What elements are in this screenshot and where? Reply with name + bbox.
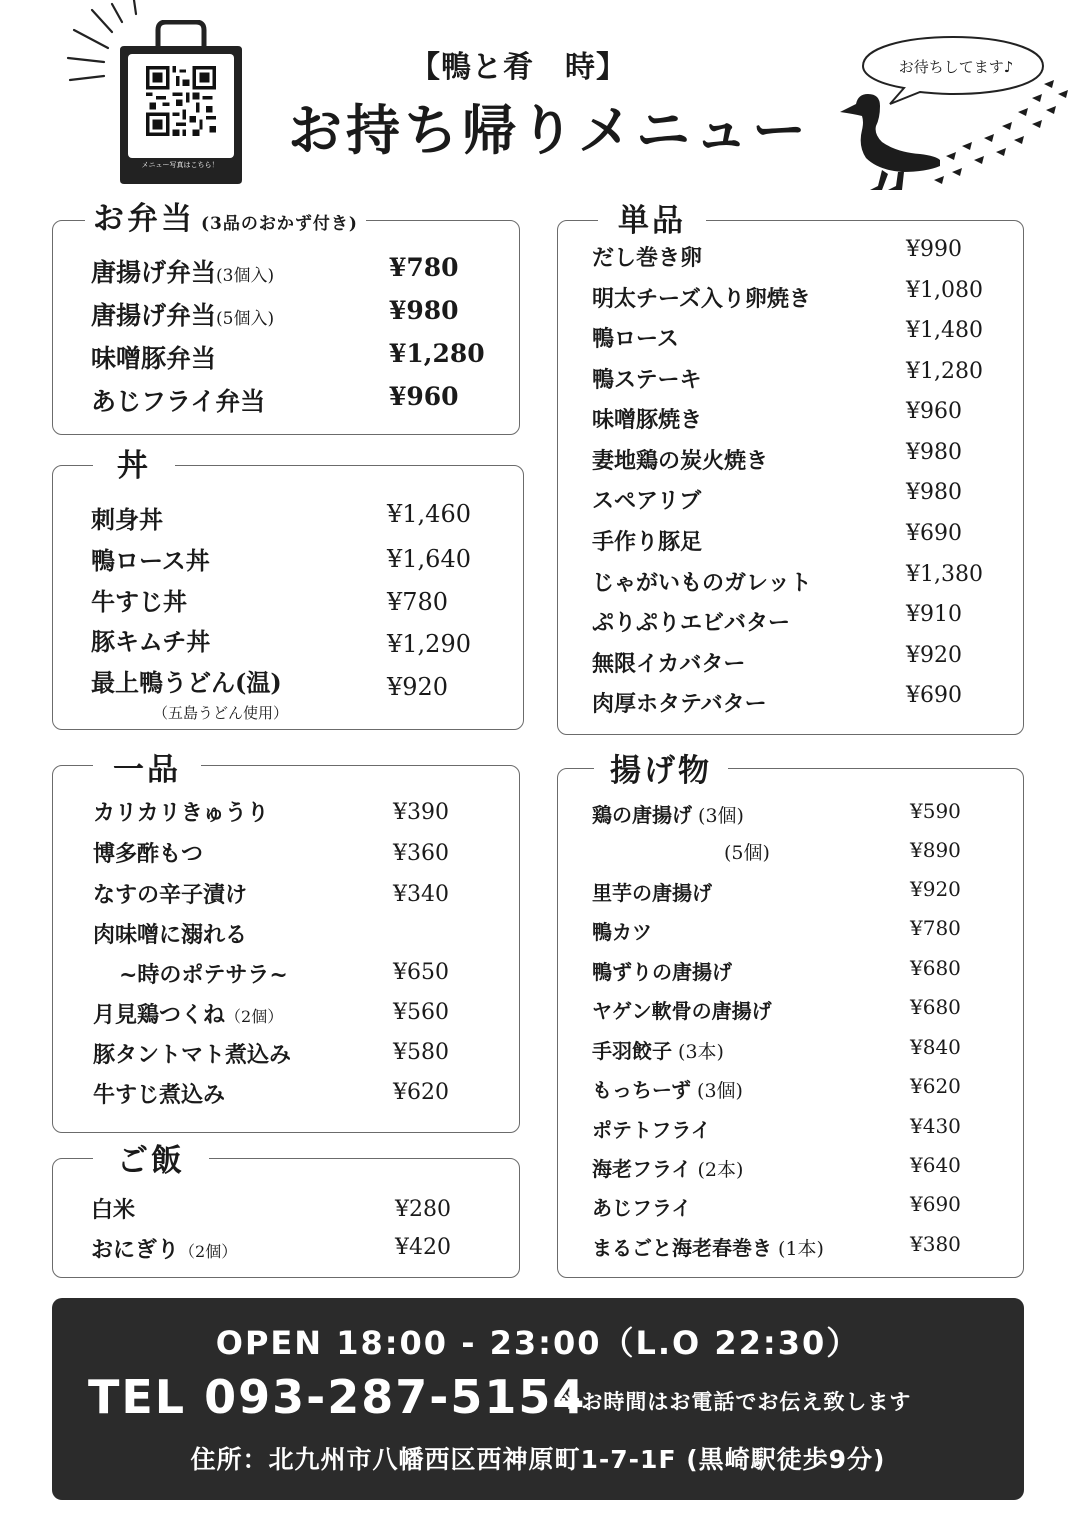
price: ¥780	[910, 916, 961, 940]
price: ¥910	[906, 602, 962, 627]
price: ¥340	[393, 882, 449, 907]
section-title	[598, 195, 706, 240]
bento-subtitle: (3品のおかず付き)	[201, 214, 358, 234]
opening-hours: OPEN 18:00 - 23:00（L.O 22:30）	[215, 1324, 861, 1362]
price: ¥280	[395, 1197, 451, 1222]
price: ¥980	[906, 440, 962, 465]
section-title	[93, 1135, 209, 1180]
price: ¥960	[906, 399, 962, 424]
price: ¥1,640	[387, 545, 471, 573]
udon-note: （五島うどん使用）	[153, 704, 289, 722]
price: ¥680	[910, 995, 961, 1019]
price: ¥390	[393, 800, 449, 825]
price: ¥920	[910, 877, 961, 901]
price: ¥1,290	[387, 630, 471, 658]
phone-note: ※お時間はお電話でお伝え致します	[560, 1390, 912, 1414]
price: ¥780	[387, 588, 449, 616]
price: ¥780	[389, 253, 459, 282]
menu-title: お持ち帰りメニュー	[288, 99, 810, 162]
price: ¥990	[906, 237, 962, 262]
info-footer	[52, 1298, 1024, 1500]
price: ¥890	[910, 838, 961, 862]
price: ¥1,280	[906, 359, 983, 384]
don-title: 丼	[117, 448, 151, 484]
bento-section: お弁当 (3品のおかず付き) 唐揚げ弁当(3個入) ¥780 唐揚げ弁当(5個入) ¥980 味噌豚弁当 ¥1,280 あじフライ弁当 ¥960	[52, 220, 520, 435]
price: ¥1,080	[906, 278, 983, 303]
tanpin-title: 単品	[618, 203, 686, 239]
shop-name: 【鴨と肴 時】	[410, 50, 627, 85]
price: ¥590	[910, 799, 961, 823]
duck-with-footprints-icon	[836, 60, 1072, 200]
price: ¥560	[393, 1000, 449, 1025]
price: ¥430	[910, 1114, 961, 1138]
address: 住所：北九州市八幡西区西神原町1-7-1F (黒崎駅徒歩9分)	[190, 1445, 886, 1474]
bag-caption: メニュー写真はこちら！	[141, 161, 219, 169]
price: ¥380	[910, 1232, 961, 1256]
agemono-section: 揚げ物 鶏の唐揚げ (3個) ¥590 (5個) ¥890 里芋の唐揚げ ¥920 鴨カツ ¥780 鴨ずりの唐揚げ ¥680 ヤゲン軟骨の唐揚げ ¥680 手羽餃子 (3本) ¥840 もっちーず (3個) ¥620 ポテトフライ ¥430 海老フライ (2本) ¥640 あじフライ ¥690 まるごと海老春巻き (1本) ¥380	[557, 768, 1024, 1278]
price: ¥920	[387, 673, 449, 701]
qr-code-icon[interactable]	[146, 66, 216, 136]
ippin-title: 一品	[113, 752, 181, 788]
section-title	[594, 745, 728, 790]
agemono-title: 揚げ物	[610, 753, 712, 789]
bento-title: お弁当	[93, 201, 195, 237]
price: ¥840	[910, 1035, 961, 1059]
price: ¥980	[389, 296, 459, 325]
price: ¥1,280	[389, 339, 485, 368]
rice-title: ご飯	[117, 1143, 185, 1179]
price: ¥650	[393, 960, 449, 985]
price: ¥690	[906, 521, 962, 546]
rice-section: ご飯 白米 ¥280 おにぎり（2個） ¥420	[52, 1158, 520, 1278]
price: ¥620	[393, 1080, 449, 1105]
tanpin-section: 単品 だし巻き卵 ¥990 明太チーズ入り卵焼き ¥1,080 鴨ロース ¥1,480 鴨ステーキ ¥1,280 味噌豚焼き ¥960 妻地鶏の炭火焼き ¥980 スペアリブ ¥980 手作り豚足 ¥690 じゃがいものガレット ¥1,380 ぷりぷりエビバター ¥910 無限イカバター ¥920 肉厚ホタテバター ¥690	[557, 220, 1024, 735]
price: ¥690	[906, 683, 962, 708]
ippin-section: 一品 カリカリきゅうり ¥390 博多酢もつ ¥360 なすの辛子漬け ¥340 肉味噌に溺れる ~時のポテサラ~ ¥650 月見鶏つくね（2個） ¥560 豚タントマト煮込み ¥580 牛すじ煮込み ¥620	[52, 765, 520, 1133]
price: ¥690	[910, 1192, 961, 1216]
section-title	[85, 193, 366, 238]
price: ¥360	[393, 841, 449, 866]
price: ¥640	[910, 1153, 961, 1177]
price: ¥960	[389, 382, 459, 411]
speech-bubble-text: お待ちしてます♪	[898, 58, 1014, 76]
price: ¥620	[910, 1074, 961, 1098]
price: ¥1,460	[387, 500, 471, 528]
don-section: 丼 刺身丼 ¥1,460 鴨ロース丼 ¥1,640 牛すじ丼 ¥780 豚キムチ丼 ¥1,290 最上鴨うどん(温) ¥920 （五島うどん使用）	[52, 465, 524, 730]
section-title	[93, 744, 201, 789]
phone-number[interactable]: TEL 093-287-5154	[88, 1370, 587, 1424]
price: ¥580	[393, 1040, 449, 1065]
price: ¥1,480	[906, 318, 983, 343]
price: ¥920	[906, 643, 962, 668]
price: ¥680	[910, 956, 961, 980]
price: ¥1,380	[906, 562, 983, 587]
section-title	[93, 440, 175, 485]
price: ¥980	[906, 480, 962, 505]
price: ¥420	[395, 1235, 451, 1260]
